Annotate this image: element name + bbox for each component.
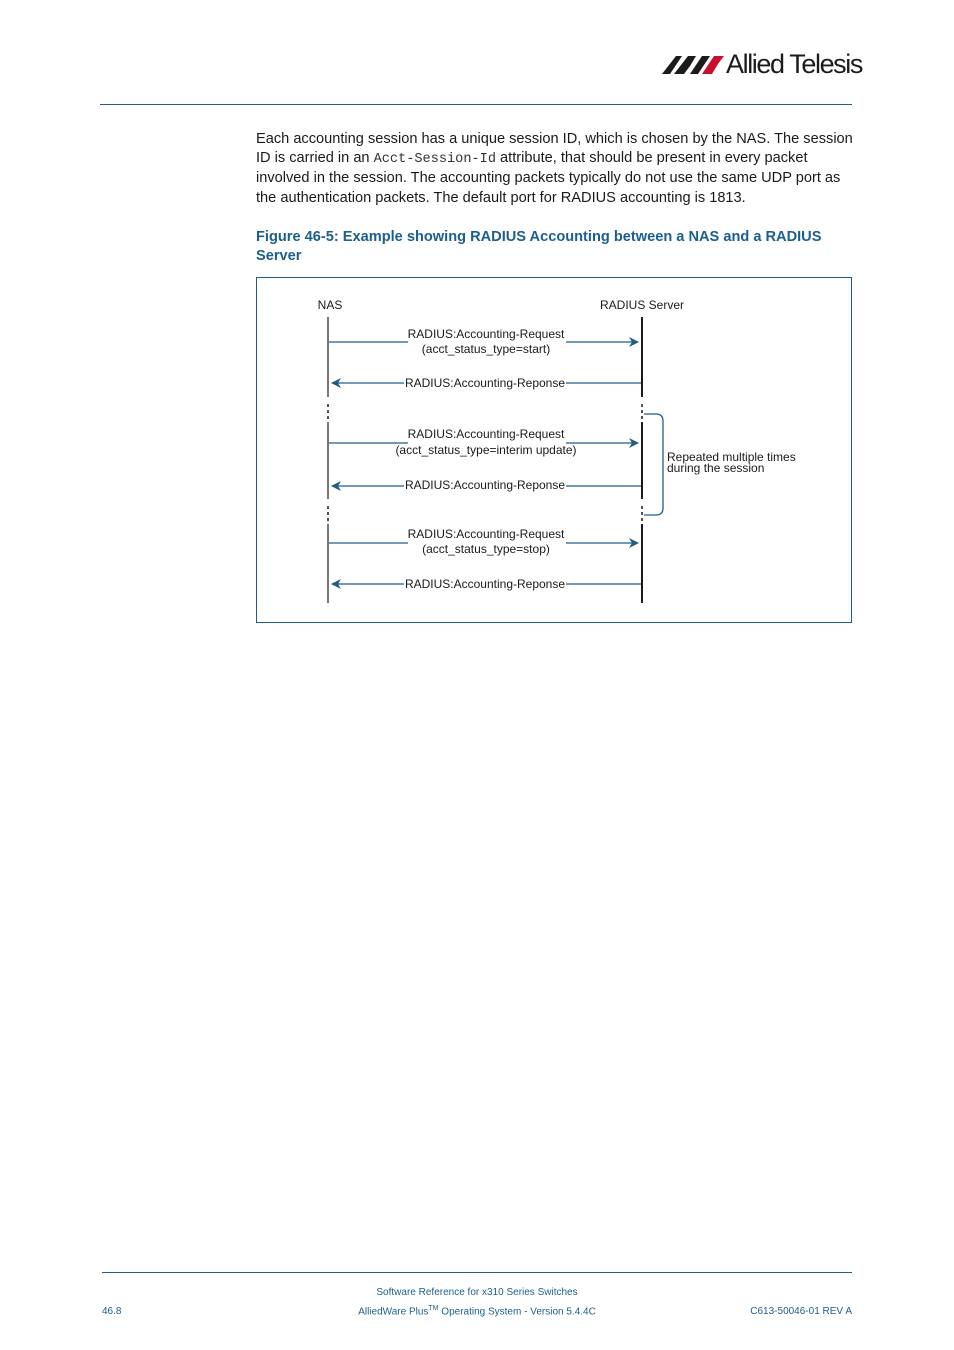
body-paragraph — [256, 130, 856, 208]
message-label: RADIUS:Accounting-Reponse — [404, 376, 566, 390]
message-label: (acct_status_type=start) — [421, 342, 551, 356]
nas-label: NAS — [317, 298, 343, 312]
figure-title: Figure 46-5: Example showing RADIUS Accounting between a NAS and a RADIUS Server — [256, 229, 822, 264]
message-label: (acct_status_type=interim update) — [395, 443, 577, 457]
message-label: RADIUS:Accounting-Request — [407, 527, 565, 541]
footer-version-text: Operating System - Version 5.4.4C — [438, 1306, 596, 1318]
message-label: RADIUS:Accounting-Reponse — [404, 478, 566, 492]
session-id-attribute: Acct-Session-Id — [373, 152, 496, 168]
page-number: 46.8 — [102, 1306, 122, 1317]
paragraph-text-2: attribute, that should be present in every packet involved in the session. The accounting packets typically do not use the same UDP port as the authentication packets. The default port for RADIUS accounting is 1813. — [256, 150, 841, 206]
logo-text: Allied Telesis — [726, 49, 862, 79]
paragraph-text-1: Each accounting session has a unique session ID, which is chosen by the NAS. The session ID is carried in an — [256, 131, 853, 167]
document-id: C613-50046-01 REV A — [750, 1306, 852, 1317]
company-logo — [660, 48, 862, 82]
footer-version — [300, 1305, 654, 1317]
message-label: (acct_status_type=stop) — [422, 542, 550, 556]
repeat-note: Repeated multiple times — [667, 450, 796, 464]
footer-title: Software Reference for x310 Series Switches — [376, 1287, 578, 1298]
header-rule — [100, 104, 852, 105]
repeat-bracket — [644, 414, 663, 515]
message-label: RADIUS:Accounting-Request — [407, 327, 565, 341]
footer-product: AlliedWare Plus — [358, 1306, 429, 1318]
logo-mark-icon — [660, 48, 726, 82]
sequence-diagram — [256, 277, 852, 623]
radius-server-label: RADIUS Server — [599, 298, 685, 312]
footer-rule — [102, 1272, 852, 1273]
message-label: RADIUS:Accounting-Request — [407, 427, 565, 441]
trademark-mark: TM — [428, 1305, 439, 1312]
repeat-note: during the session — [667, 461, 765, 475]
message-label: RADIUS:Accounting-Reponse — [404, 577, 566, 591]
